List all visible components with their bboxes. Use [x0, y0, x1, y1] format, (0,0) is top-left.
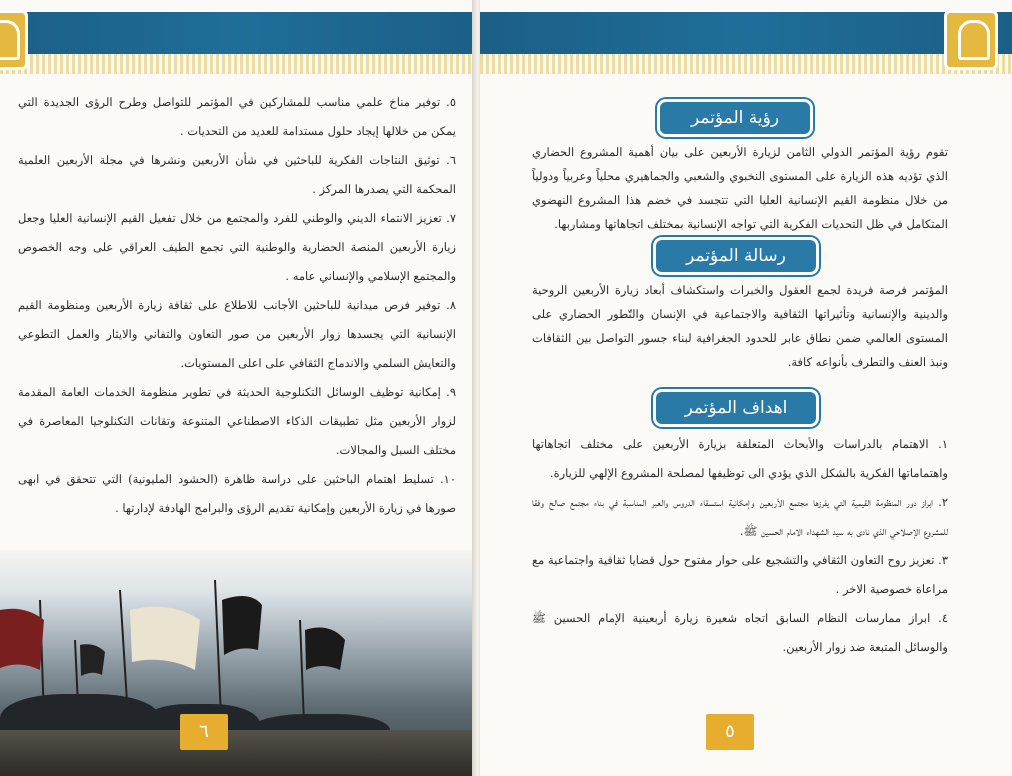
ornament-border — [480, 54, 1012, 74]
vision-heading: رؤية المؤتمر — [660, 102, 810, 134]
header-band — [0, 12, 478, 54]
list-item: ١٠. تسليط اهتمام الباحثين على دراسة ظاهرة (الحشود المليونية) التي تتحقق في ابهى صورها في زيارة الأربعين وإمكانية تقديم الرؤى والبرامج الهادفة لإدارتها . — [18, 472, 456, 515]
list-item: ٣. تعزيز روح التعاون الثقافي والتشجيع على حوار مفتوح حول قضايا ثقافية واجتماعية مع مراعاة خصوصية الاخر . — [532, 553, 948, 596]
page-number: ٥ — [706, 714, 754, 750]
list-item: ٨. توفير فرص ميدانية للباحثين الأجانب للاطلاع على ثقافة زيارة الأربعين ومنظومة القيم الإنسانية التي يجسدها زوار الأربعين من صور التعاون والتفاني والايثار والعمل التطوعي والتعايش السلمي والاندماج الثقافي على اعلى المستويات. — [18, 298, 456, 370]
page-number: ٦ — [180, 714, 228, 750]
ornament-border — [0, 54, 478, 74]
conference-logo-icon — [0, 10, 28, 70]
list-item: ٧. تعزيز الانتماء الديني والوطني للفرد والمجتمع من خلال تفعيل القيم الإنسانية العليا وجعل زيارة الأربعين المنصة الحضارية والوطنية التي تجمع الطيف العراقي على وجه الخصوص والمجتمع الإسلامي والإنساني عامه . — [18, 211, 456, 283]
list-item: ٦. توثيق النتاجات الفكرية للباحثين في شأن الأربعين ونشرها في مجلة الأربعين العلمية المحكمة التي يصدرها المركز . — [18, 153, 456, 196]
road — [0, 730, 478, 776]
list-item: ١. الاهتمام بالدراسات والأبحاث المتعلقة بزيارة الأربعين على مختلف اتجاهاتها واهتماماتها الفكرية بالشكل الذي يؤدي الى توظيفها لمصلحة المشروع الإلهي للزيارة. — [532, 437, 948, 480]
mission-text: المؤتمر فرصة فريدة لجمع العقول والخبرات واستكشاف أبعاد زيارة الأربعين الروحية والدينية والإنسانية وتأثيراتها الثقافية والاجتماعية في الإنسان والتّطور الحضاري على المستوى العالمي ضمن نطاق عابر للحدود الجغرافية لبناء جسور التواصل بين الثقافات ونبذ العنف والتطرف بأنواعه كافة. — [532, 283, 948, 369]
mission-heading: رسالة المؤتمر — [656, 240, 816, 272]
header-band — [480, 12, 1012, 54]
conference-logo-icon — [944, 10, 998, 70]
list-item: ٤. ابراز ممارسات النظام السابق اتجاه شعيرة زيارة أربعينية الإمام الحسين ﷺ والوسائل المتبعة ضد زوار الأربعين. — [532, 611, 948, 654]
goals-list — [532, 430, 948, 662]
list-item: ٩. إمكانية توظيف الوسائل التكنلوجية الحديثة في تطوير منظومة الخدمات العامة المقدمة لزوار الأربعين مثل تطبيقات الذكاء الاصطناعي المتنوعة وتقانات التكنلوجيا المعاصرة في مختلف السبل والمجالات. — [18, 385, 456, 457]
right-page — [480, 0, 1012, 776]
goals-heading: اهداف المؤتمر — [656, 392, 816, 424]
left-page — [0, 0, 478, 776]
list-item: ٢. ابراز دور المنظومة القيمية التي يفرزها مجتمع الأربعين وإمكانية استسقاء الدروس والعبر المناسبة في بناء مجتمع صالح وفقا للمشروع الإصلاحي الذي نادى به سيد الشهداء الامام الحسين ﷺ. — [532, 495, 949, 538]
vision-text: تقوم رؤية المؤتمر الدولي الثامن لزيارة الأربعين على بيان أهمية المشروع الحضاري الذي تؤديه هذه الزيارة على المستوى النخبوي والشعبي والجماهيري محلياً وعربياً ودولياً من خلال منظومة القيم الإنسانية العليا التي تتجسد في خضم هذا المشروع النهضوي المتكامل في ظل التحديات الفكرية التي تواجه الإنسانية بمختلف اتجاهاتها ومشاربها. — [532, 145, 948, 231]
goals-continued-list — [18, 88, 456, 523]
list-item: ٥. توفير مناخ علمي مناسب للمشاركين في المؤتمر للتواصل وطرح الرؤى الجديدة التي يمكن من خلالها إيجاد حلول مستدامة للعديد من التحديات . — [18, 95, 456, 138]
pilgrims-photo — [0, 550, 478, 776]
